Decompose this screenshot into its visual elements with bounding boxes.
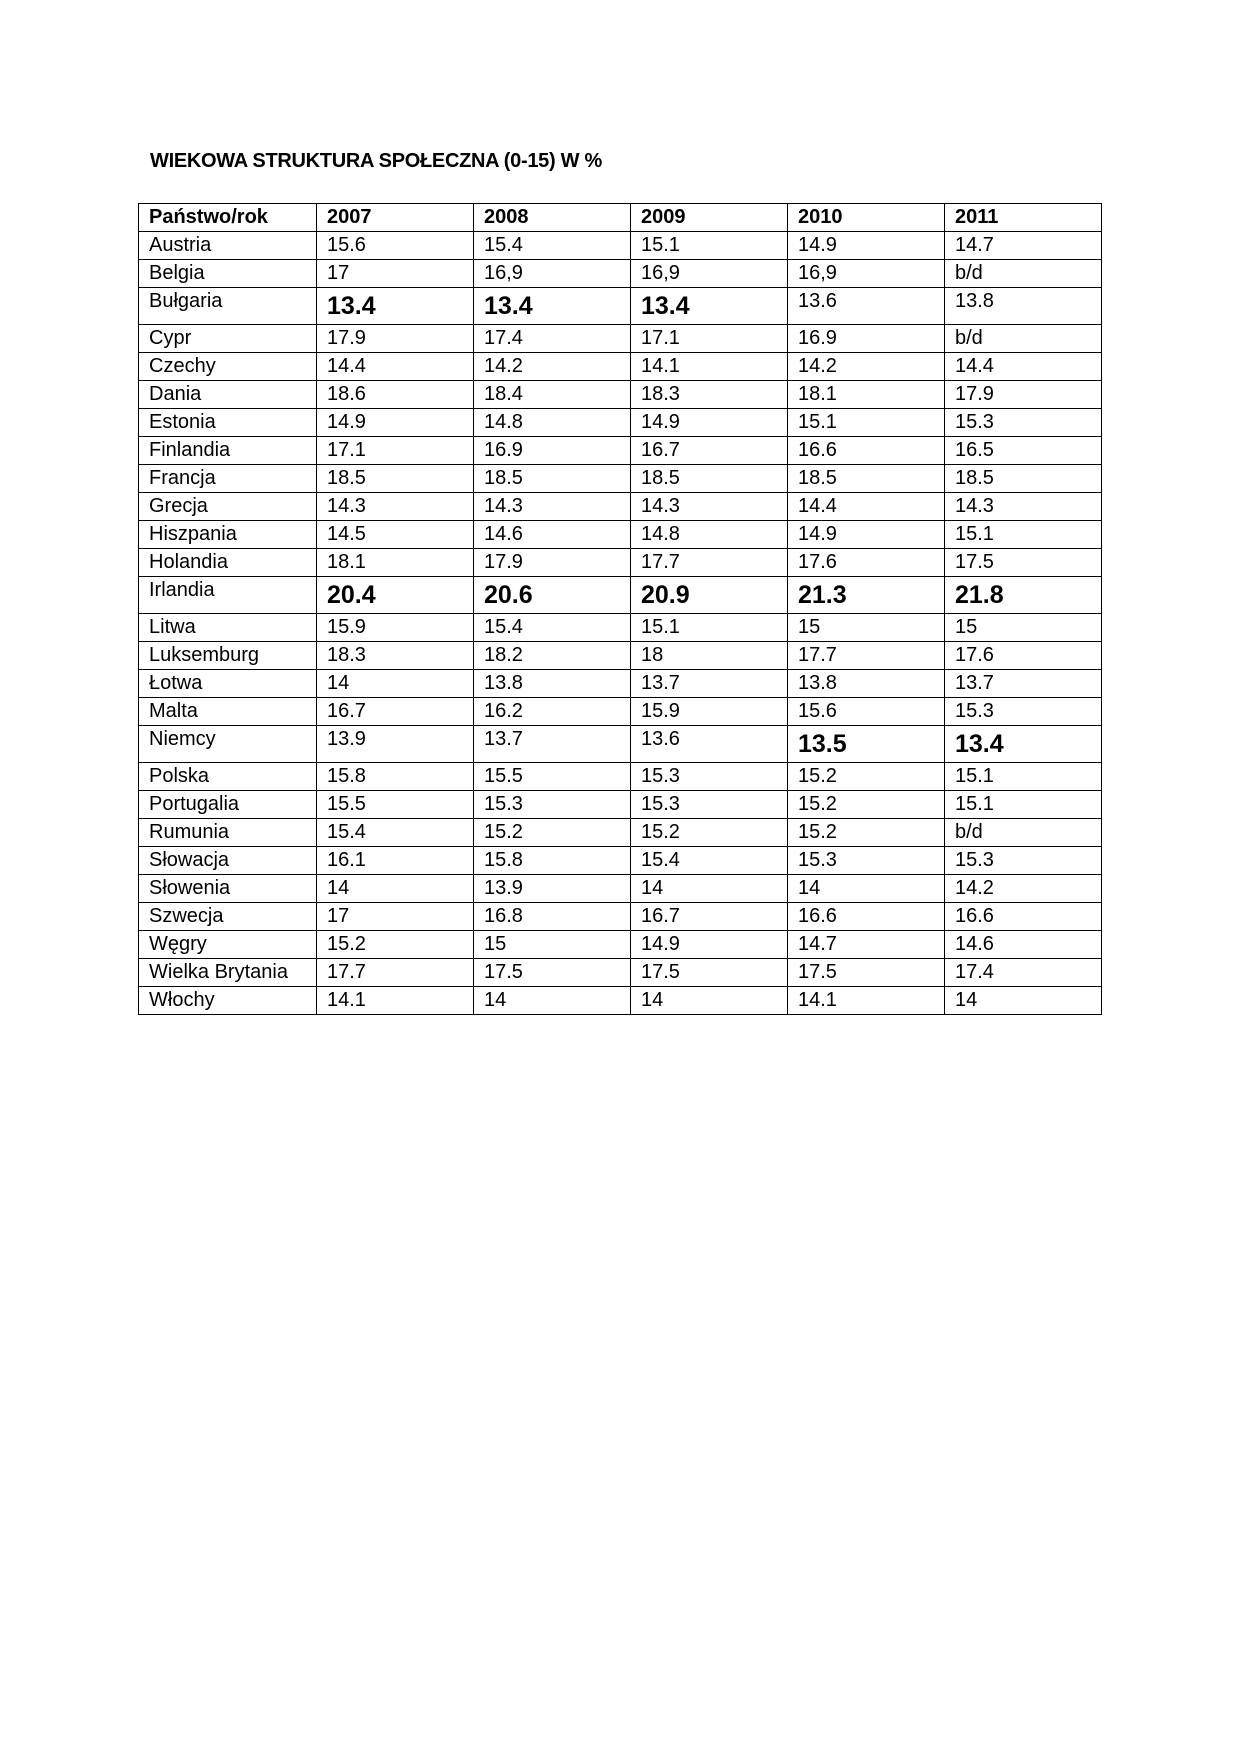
country-cell: Luksemburg [139, 642, 317, 670]
value-cell: 17.6 [788, 549, 945, 577]
value-cell: 18.5 [945, 465, 1102, 493]
value-cell: 21.8 [945, 577, 1102, 614]
value-cell: 13.7 [474, 726, 631, 763]
country-cell: Irlandia [139, 577, 317, 614]
value-cell: 17.5 [945, 549, 1102, 577]
table-row [139, 493, 1102, 521]
value-cell: 15.2 [788, 791, 945, 819]
value-cell: 14.6 [945, 931, 1102, 959]
value-cell: 16.7 [631, 437, 788, 465]
country-cell: Włochy [139, 987, 317, 1015]
value-cell: 17.5 [474, 959, 631, 987]
value-cell: 15 [945, 614, 1102, 642]
value-cell: 13.5 [788, 726, 945, 763]
value-cell: 18.3 [631, 381, 788, 409]
value-cell: 13.9 [317, 726, 474, 763]
value-cell: 17.9 [945, 381, 1102, 409]
value-cell: 15.5 [474, 763, 631, 791]
value-cell: 15.1 [945, 521, 1102, 549]
country-cell: Grecja [139, 493, 317, 521]
value-cell: 17.4 [945, 959, 1102, 987]
table-row [139, 642, 1102, 670]
table-row [139, 987, 1102, 1015]
value-cell: 18.1 [317, 549, 474, 577]
table-row [139, 260, 1102, 288]
value-cell: 13.4 [317, 288, 474, 325]
value-cell: 18.5 [474, 465, 631, 493]
value-cell: 16.9 [788, 325, 945, 353]
country-cell: Węgry [139, 931, 317, 959]
value-cell: 17.1 [631, 325, 788, 353]
value-cell: 15.8 [474, 847, 631, 875]
value-cell: b/d [945, 819, 1102, 847]
value-cell: 21.3 [788, 577, 945, 614]
value-cell: 13.8 [474, 670, 631, 698]
value-cell: 14 [317, 875, 474, 903]
value-cell: 15.3 [945, 847, 1102, 875]
country-cell: Portugalia [139, 791, 317, 819]
value-cell: 16.6 [788, 437, 945, 465]
value-cell: 15.1 [631, 232, 788, 260]
value-cell: 18.2 [474, 642, 631, 670]
value-cell: 18.5 [317, 465, 474, 493]
value-cell: 13.8 [945, 288, 1102, 325]
value-cell: 17 [317, 903, 474, 931]
table-row [139, 353, 1102, 381]
country-cell: Litwa [139, 614, 317, 642]
table-row [139, 437, 1102, 465]
table-row [139, 698, 1102, 726]
value-cell: 15.3 [945, 698, 1102, 726]
value-cell: 17.7 [631, 549, 788, 577]
value-cell: 15.3 [631, 791, 788, 819]
table-row [139, 847, 1102, 875]
value-cell: 17.9 [474, 549, 631, 577]
value-cell: 14.8 [474, 409, 631, 437]
country-cell: Czechy [139, 353, 317, 381]
value-cell: 15.2 [631, 819, 788, 847]
value-cell: 14.9 [788, 521, 945, 549]
table-row [139, 670, 1102, 698]
table-row [139, 577, 1102, 614]
country-cell: Holandia [139, 549, 317, 577]
value-cell: 16,9 [788, 260, 945, 288]
value-cell: 13.6 [631, 726, 788, 763]
country-cell: Szwecja [139, 903, 317, 931]
value-cell: 14.3 [631, 493, 788, 521]
value-cell: 15.8 [317, 763, 474, 791]
value-cell: 14.2 [788, 353, 945, 381]
table-row [139, 875, 1102, 903]
value-cell: 14.3 [317, 493, 474, 521]
value-cell: 16.1 [317, 847, 474, 875]
value-cell: 17.4 [474, 325, 631, 353]
table-row [139, 288, 1102, 325]
value-cell: 15 [474, 931, 631, 959]
value-cell: 16.5 [945, 437, 1102, 465]
value-cell: 17.5 [631, 959, 788, 987]
value-cell: 15.9 [631, 698, 788, 726]
table-row [139, 931, 1102, 959]
value-cell: 15.2 [788, 763, 945, 791]
value-cell: 13.6 [788, 288, 945, 325]
table-row [139, 726, 1102, 763]
value-cell: 14 [788, 875, 945, 903]
value-cell: 14.4 [945, 353, 1102, 381]
country-cell: Wielka Brytania [139, 959, 317, 987]
country-cell: Hiszpania [139, 521, 317, 549]
country-cell: Dania [139, 381, 317, 409]
value-cell: 16.6 [945, 903, 1102, 931]
value-cell: 14.1 [317, 987, 474, 1015]
value-cell: 16.7 [631, 903, 788, 931]
value-cell: 14.7 [788, 931, 945, 959]
value-cell: 20.4 [317, 577, 474, 614]
value-cell: 13.7 [945, 670, 1102, 698]
value-cell: 15.1 [788, 409, 945, 437]
value-cell: 15 [788, 614, 945, 642]
country-cell: Cypr [139, 325, 317, 353]
value-cell: b/d [945, 260, 1102, 288]
country-cell: Francja [139, 465, 317, 493]
value-cell: 17 [317, 260, 474, 288]
value-cell: 14.8 [631, 521, 788, 549]
value-cell: 15.6 [788, 698, 945, 726]
value-cell: 17.1 [317, 437, 474, 465]
table-row [139, 903, 1102, 931]
value-cell: 18.6 [317, 381, 474, 409]
table-row [139, 521, 1102, 549]
table-row [139, 381, 1102, 409]
value-cell: 15.6 [317, 232, 474, 260]
header-2009: 2009 [631, 204, 788, 232]
value-cell: 14.6 [474, 521, 631, 549]
header-2008: 2008 [474, 204, 631, 232]
value-cell: 15.3 [788, 847, 945, 875]
country-cell: Austria [139, 232, 317, 260]
value-cell: 18 [631, 642, 788, 670]
value-cell: 16,9 [474, 260, 631, 288]
value-cell: 16.9 [474, 437, 631, 465]
value-cell: 14.7 [945, 232, 1102, 260]
table-row [139, 465, 1102, 493]
value-cell: 14.1 [788, 987, 945, 1015]
value-cell: 14 [631, 987, 788, 1015]
country-cell: Słowenia [139, 875, 317, 903]
country-cell: Estonia [139, 409, 317, 437]
value-cell: 14.5 [317, 521, 474, 549]
value-cell: 15.4 [474, 614, 631, 642]
header-country-year: Państwo/rok [139, 204, 317, 232]
value-cell: 14 [474, 987, 631, 1015]
value-cell: 13.7 [631, 670, 788, 698]
header-2007: 2007 [317, 204, 474, 232]
value-cell: 13.4 [631, 288, 788, 325]
value-cell: 13.9 [474, 875, 631, 903]
table-row [139, 325, 1102, 353]
value-cell: 13.4 [474, 288, 631, 325]
country-cell: Rumunia [139, 819, 317, 847]
table-header-row [139, 204, 1102, 232]
table-row [139, 791, 1102, 819]
document-title: WIEKOWA STRUKTURA SPOŁECZNA (0-15) W % [150, 150, 602, 172]
country-cell: Bułgaria [139, 288, 317, 325]
value-cell: 14.1 [631, 353, 788, 381]
table-row [139, 409, 1102, 437]
value-cell: 20.9 [631, 577, 788, 614]
value-cell: 16.6 [788, 903, 945, 931]
value-cell: 14 [317, 670, 474, 698]
value-cell: 20.6 [474, 577, 631, 614]
value-cell: 16.2 [474, 698, 631, 726]
value-cell: 15.1 [945, 791, 1102, 819]
value-cell: 18.4 [474, 381, 631, 409]
country-cell: Malta [139, 698, 317, 726]
value-cell: 15.5 [317, 791, 474, 819]
value-cell: 14.9 [631, 931, 788, 959]
value-cell: 14.4 [317, 353, 474, 381]
country-cell: Łotwa [139, 670, 317, 698]
value-cell: 15.2 [474, 819, 631, 847]
value-cell: 17.6 [945, 642, 1102, 670]
value-cell: 14.3 [945, 493, 1102, 521]
country-cell: Finlandia [139, 437, 317, 465]
value-cell: 15.2 [317, 931, 474, 959]
table-row [139, 232, 1102, 260]
value-cell: 17.7 [317, 959, 474, 987]
table-row [139, 763, 1102, 791]
country-cell: Polska [139, 763, 317, 791]
value-cell: 18.3 [317, 642, 474, 670]
value-cell: 15.4 [474, 232, 631, 260]
value-cell: 15.1 [631, 614, 788, 642]
value-cell: 18.1 [788, 381, 945, 409]
table-row [139, 614, 1102, 642]
value-cell: 15.4 [317, 819, 474, 847]
country-cell: Belgia [139, 260, 317, 288]
value-cell: 14.2 [474, 353, 631, 381]
value-cell: 13.4 [945, 726, 1102, 763]
value-cell: 18.5 [788, 465, 945, 493]
value-cell: 13.8 [788, 670, 945, 698]
country-cell: Słowacja [139, 847, 317, 875]
value-cell: 17.5 [788, 959, 945, 987]
value-cell: 15.2 [788, 819, 945, 847]
value-cell: 14.9 [631, 409, 788, 437]
table-body [139, 232, 1102, 1015]
header-2011: 2011 [945, 204, 1102, 232]
country-cell: Niemcy [139, 726, 317, 763]
table-row [139, 959, 1102, 987]
value-cell: 16.7 [317, 698, 474, 726]
value-cell: 15.4 [631, 847, 788, 875]
value-cell: 14.2 [945, 875, 1102, 903]
value-cell: 14 [945, 987, 1102, 1015]
value-cell: 16.8 [474, 903, 631, 931]
value-cell: 15.3 [631, 763, 788, 791]
value-cell: b/d [945, 325, 1102, 353]
value-cell: 14.4 [788, 493, 945, 521]
value-cell: 15.9 [317, 614, 474, 642]
value-cell: 15.3 [474, 791, 631, 819]
table-row [139, 819, 1102, 847]
value-cell: 14 [631, 875, 788, 903]
value-cell: 16,9 [631, 260, 788, 288]
value-cell: 14.9 [317, 409, 474, 437]
value-cell: 14.3 [474, 493, 631, 521]
header-2010: 2010 [788, 204, 945, 232]
value-cell: 17.9 [317, 325, 474, 353]
value-cell: 17.7 [788, 642, 945, 670]
population-structure-table [138, 203, 1102, 1015]
value-cell: 14.9 [788, 232, 945, 260]
value-cell: 15.3 [945, 409, 1102, 437]
value-cell: 18.5 [631, 465, 788, 493]
table-row [139, 549, 1102, 577]
value-cell: 15.1 [945, 763, 1102, 791]
